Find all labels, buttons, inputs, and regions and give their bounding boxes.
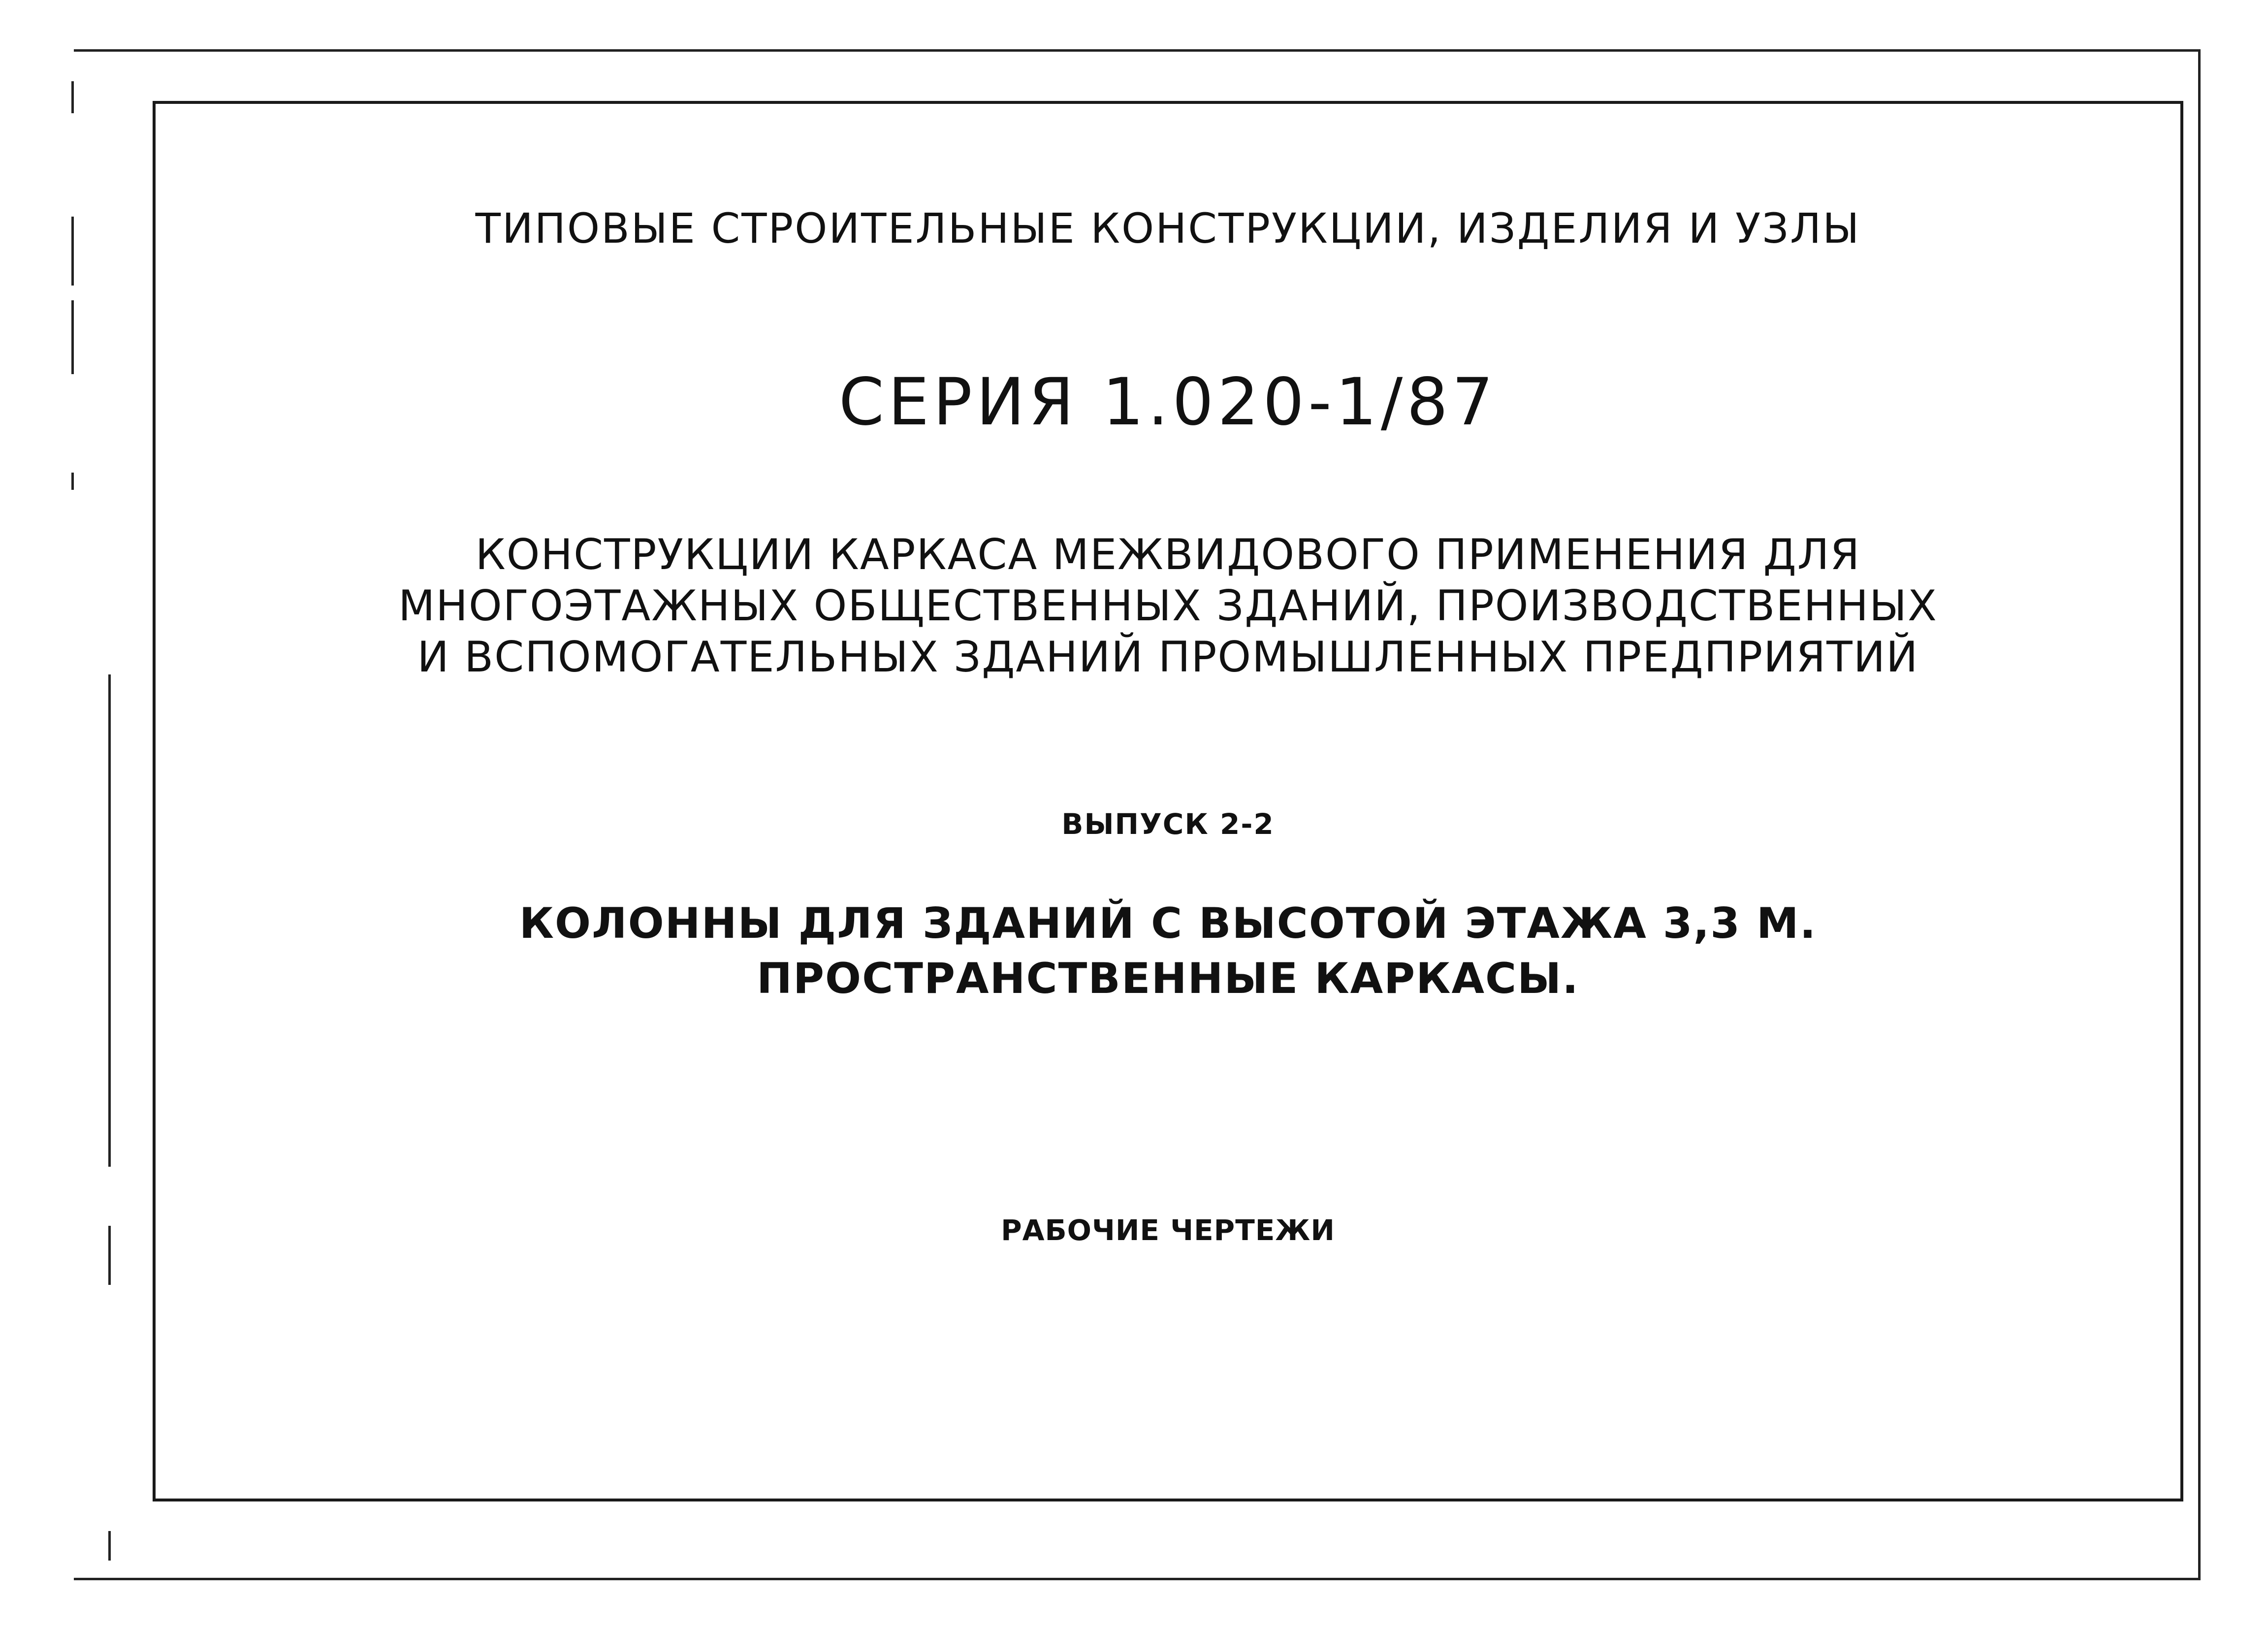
margin-mark	[71, 473, 74, 490]
margin-mark	[71, 217, 74, 286]
margin-mark	[108, 674, 111, 1167]
subject-line: МНОГОЭТАЖНЫХ ОБЩЕСТВЕННЫХ ЗДАНИЙ, ПРОИЗВОДСТВЕННЫХ	[398, 581, 1938, 631]
title-line: КОЛОННЫ ДЛЯ ЗДАНИЙ С ВЫСОТОЙ ЭТАЖА 3,3 М.	[519, 899, 1817, 948]
issue-number: ВЫПУСК 2-2	[1061, 807, 1275, 841]
margin-mark	[108, 1531, 111, 1561]
document-header: ТИПОВЫЕ СТРОИТЕЛЬНЫЕ КОНСТРУКЦИИ, ИЗДЕЛИЯ И УЗЛЫ	[475, 204, 1861, 253]
subject-line: И ВСПОМОГАТЕЛЬНЫХ ЗДАНИЙ ПРОМЫШЛЕННЫХ ПРЕДПРИЯТИЙ	[417, 633, 1919, 682]
title-block	[153, 896, 2183, 1006]
subject-line: КОНСТРУКЦИИ КАРКАСА МЕЖВИДОВОГО ПРИМЕНЕНИЯ ДЛЯ	[475, 530, 1861, 579]
inner-drawing-frame	[153, 101, 2183, 1501]
document-type: РАБОЧИЕ ЧЕРТЕЖИ	[1001, 1213, 1335, 1247]
subject-block	[153, 529, 2183, 683]
series-number: СЕРИЯ 1.020-1/87	[838, 364, 1498, 440]
margin-mark	[108, 1226, 111, 1285]
margin-mark	[71, 81, 74, 113]
margin-mark	[71, 300, 74, 374]
title-line: ПРОСТРАНСТВЕННЫЕ КАРКАСЫ.	[757, 954, 1579, 1003]
